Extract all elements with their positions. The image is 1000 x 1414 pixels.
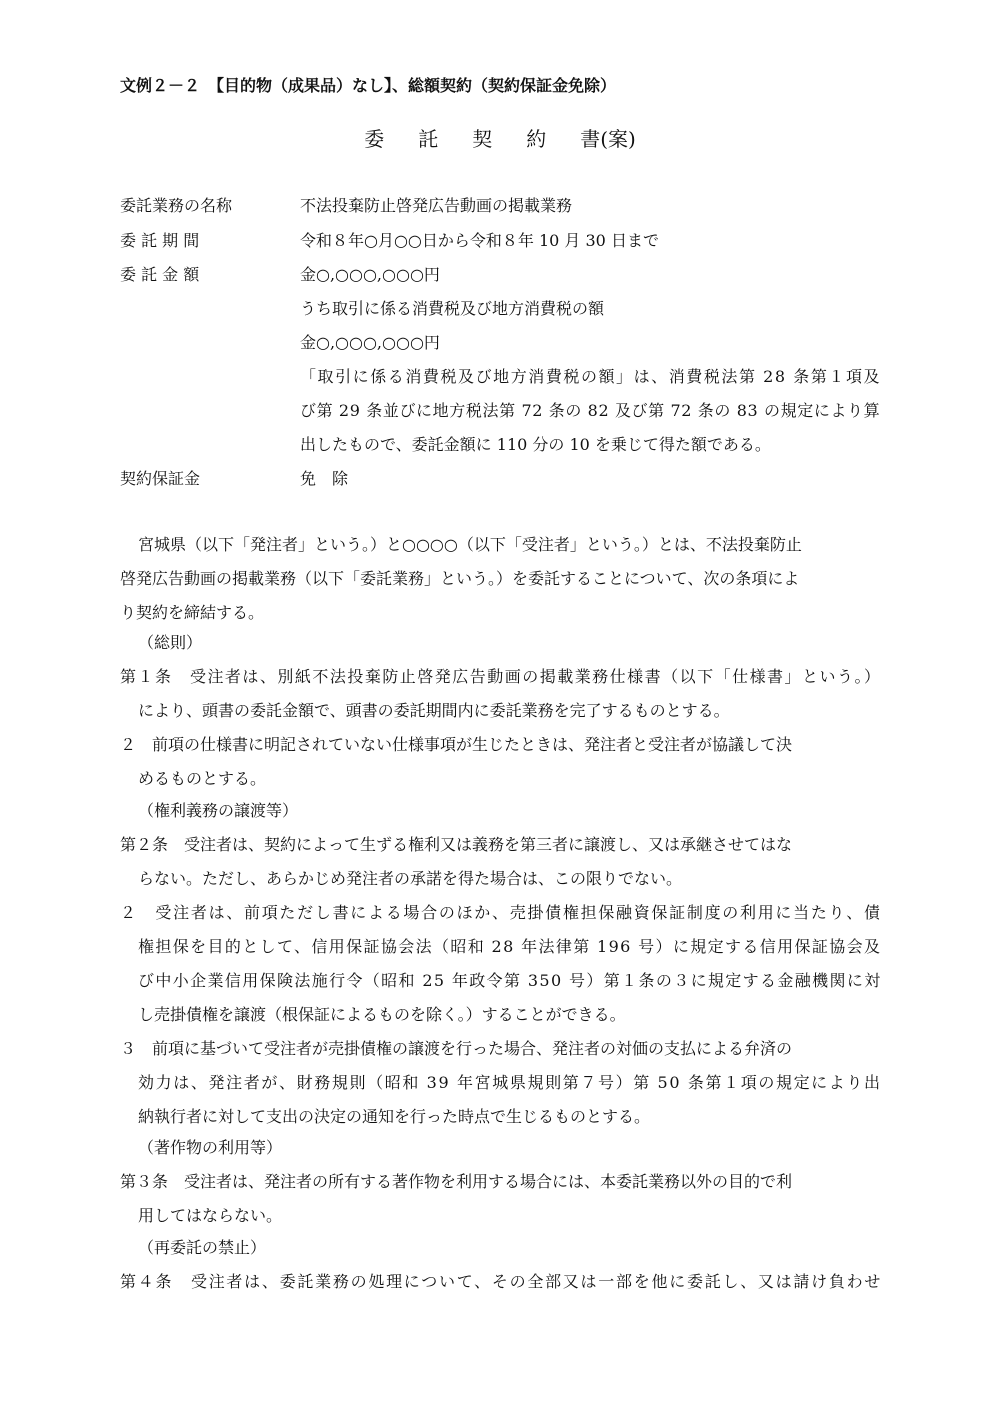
article-line: し売掛債権を譲渡（根保証によるものを除く。）することができる。	[138, 1005, 626, 1024]
article-line: 用してはならない。	[138, 1206, 283, 1225]
tax-note-line: び第 29 条並びに地方税法第 72 条の 82 及び第 72 条の 83 の規定により算	[300, 401, 881, 420]
preamble-line: 宮城県（以下「発注者」という。）と○○○○（以下「受注者」という。）とは、不法投棄防止	[138, 535, 802, 554]
article-line: めるものとする。	[138, 769, 267, 788]
article-line: 第２条 受注者は、契約によって生ずる権利又は義務を第三者に譲渡し、又は承継させてはな	[120, 835, 793, 854]
amount-label: 委 託 金 額	[120, 265, 200, 284]
article-line: 第１条 受注者は、別紙不法投棄防止啓発広告動画の掲載業務仕様書（以下「仕様書」という。）	[120, 667, 882, 686]
article-line: 納執行者に対して支出の決定の通知を行った時点で生じるものとする。	[138, 1107, 651, 1126]
article-line: ２ 前項の仕様書に明記されていない仕様事項が生じたときは、発注者と受注者が協議して決	[120, 735, 793, 754]
article-line: により、頭書の委託金額で、頭書の委託期間内に委託業務を完了するものとする。	[138, 701, 730, 720]
amount-value: 金○,○○○,○○○円	[300, 265, 440, 284]
deposit-label: 契約保証金	[120, 469, 201, 488]
document-title	[0, 123, 1000, 152]
article-line: ２ 受注者は、前項ただし書による場合のほか、売掛債権担保融資保証制度の利用に当たり、債	[120, 903, 882, 922]
period-label: 委 託 期 間	[120, 231, 200, 250]
article-line: 第３条 受注者は、発注者の所有する著作物を利用する場合には、本委託業務以外の目的で利	[120, 1172, 793, 1191]
preamble-line: 啓発広告動画の掲載業務（以下「委託業務」という。）を委託することについて、次の条項によ	[120, 569, 800, 588]
tax-label: うち取引に係る消費税及び地方消費税の額	[300, 299, 605, 318]
article-line: 第４条 受注者は、委託業務の処理について、その全部又は一部を他に委託し、又は請け負わせ	[120, 1272, 883, 1291]
sample-heading: 文例２－２ 【目的物（成果品）なし】、総額契約（契約保証金免除）	[120, 76, 617, 95]
article-line: ３ 前項に基づいて受注者が売掛債権の譲渡を行った場合、発注者の対価の支払による弁済の	[120, 1039, 793, 1058]
article-line: 権担保を目的として、信用保証協会法（昭和 28 年法律第 196 号）に規定する信用保証協会及	[138, 937, 882, 956]
name-label: 委託業務の名称	[120, 196, 233, 215]
deposit-value: 免 除	[300, 469, 349, 488]
title-char: 書	[580, 127, 601, 151]
article-caption: （総則）	[138, 633, 203, 652]
article-line: び中小企業信用保険法施行令（昭和 25 年政令第 350 号）第１条の３に規定する金融機関に対	[138, 971, 882, 990]
title-char: 約	[526, 127, 547, 151]
article-caption: （再委託の禁止）	[138, 1238, 267, 1257]
preamble-line: り契約を締結する。	[120, 603, 265, 622]
article-line: らない。ただし、あらかじめ発注者の承諾を得た場合は、この限りでない。	[138, 869, 683, 888]
article-line: 効力は、発注者が、財務規則（昭和 39 年宮城県規則第７号）第 50 条第１項の規定により出	[138, 1073, 882, 1092]
title-suffix: (案)	[600, 127, 636, 151]
title-char: 委	[364, 127, 385, 151]
period-value: 令和８年○月○○日から令和８年 10 月 30 日まで	[300, 231, 659, 250]
article-caption: （権利義務の譲渡等）	[138, 801, 299, 820]
tax-value: 金○,○○○,○○○円	[300, 333, 440, 352]
name-value: 不法投棄防止啓発広告動画の掲載業務	[300, 196, 573, 215]
title-char: 契	[472, 127, 493, 151]
title-char: 託	[418, 127, 439, 151]
tax-note-line: 「取引に係る消費税及び地方消費税の額」は、消費税法第 28 条第１項及	[300, 367, 882, 386]
article-caption: （著作物の利用等）	[138, 1138, 283, 1157]
tax-note-line: 出したもので、委託金額に 110 分の 10 を乗じて得た額である。	[300, 435, 771, 454]
